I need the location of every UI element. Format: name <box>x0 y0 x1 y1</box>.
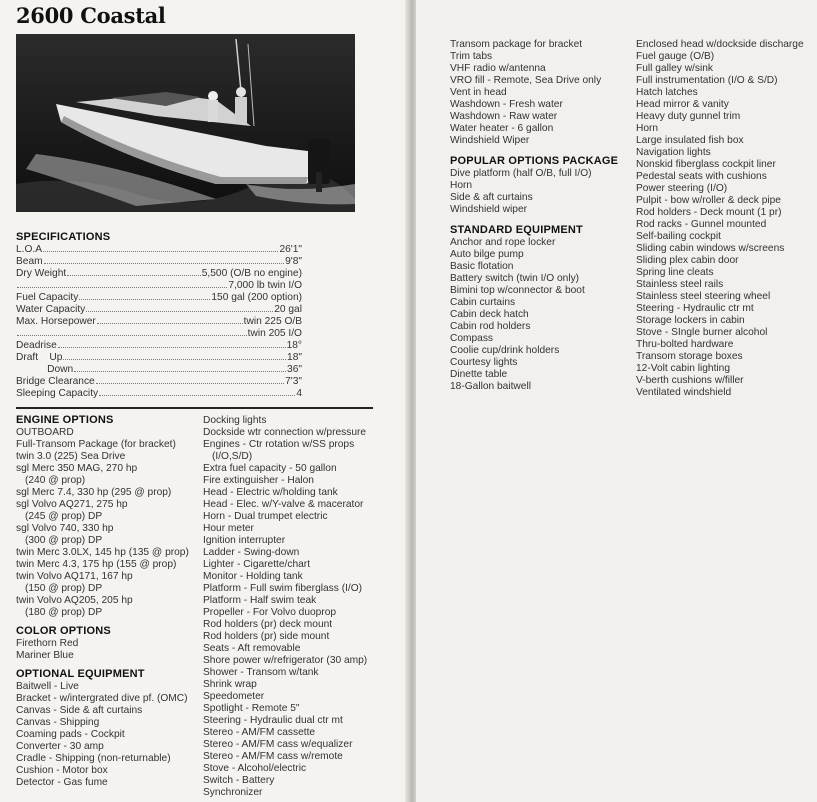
list-item: Vent in head <box>450 87 507 98</box>
spec-row <box>16 364 302 376</box>
list-item: Washdown - Raw water <box>450 111 558 122</box>
spec-row <box>16 316 302 328</box>
spec-label: Deadrise <box>16 340 57 351</box>
list-item: Canvas - Shipping <box>16 717 100 728</box>
list-item: Ignition interrupter <box>203 535 286 546</box>
list-item: Stove - Alcohol/electric <box>203 763 307 774</box>
spec-value: 26'1" <box>279 244 302 255</box>
list-item: Firethorn Red <box>16 638 79 649</box>
list-item: Pulpit - bow w/roller & deck pipe <box>636 195 781 206</box>
list-item: Steering - Hydraulic ctr mt <box>636 303 754 314</box>
list-item: Stainless steel steering wheel <box>636 291 771 302</box>
list-item: Storage lockers in cabin <box>636 315 745 326</box>
optional-equipment-list-end <box>450 39 634 147</box>
list-item: Rod racks - Gunnel mounted <box>636 219 767 230</box>
list-item: Transom storage boxes <box>636 351 743 362</box>
list-item: Hour meter <box>203 523 254 534</box>
engine-options-list <box>16 427 202 619</box>
color-options-list <box>16 638 202 662</box>
spec-label: Water Capacity <box>16 304 86 315</box>
optional-equipment-list-continued <box>203 415 403 799</box>
spec-value: 5,500 (O/B no engine) <box>201 268 302 279</box>
list-item: Ladder - Swing-down <box>203 547 300 558</box>
list-item: Rod holders (pr) deck mount <box>203 619 333 630</box>
spec-label: Draft Up <box>16 352 63 363</box>
list-item: sgl Volvo 740, 330 hp <box>16 523 114 534</box>
list-item: OUTBOARD <box>16 427 74 438</box>
list-item: Full instrumentation (I/O & S/D) <box>636 75 778 86</box>
list-item: Heavy duty gunnel trim <box>636 111 741 122</box>
spec-row <box>16 352 302 364</box>
list-item: Courtesy lights <box>450 357 518 368</box>
spec-row <box>16 388 302 400</box>
list-item: Platform - Half swim teak <box>203 595 317 606</box>
list-item: Shore power w/refrigerator (30 amp) <box>203 655 368 666</box>
list-item: Bracket - w/intergrated dive pf. (OMC) <box>16 693 188 704</box>
dot-leader <box>43 251 278 252</box>
standard-equipment-list-continued <box>636 39 816 399</box>
list-item: Baitwell - Live <box>16 681 79 692</box>
list-item: Thru-bolted hardware <box>636 339 734 350</box>
list-item: Pedestal seats with cushions <box>636 171 767 182</box>
list-item: Stereo - AM/FM cass w/remote <box>203 751 343 762</box>
list-item: sgl Volvo AQ271, 275 hp <box>16 499 128 510</box>
list-item: twin Volvo AQ171, 167 hp <box>16 571 133 582</box>
optional-equipment-list <box>16 681 202 789</box>
standard-equipment-heading: STANDARD EQUIPMENT <box>450 224 583 236</box>
list-item: Platform - Full swim fiberglass (I/O) <box>203 583 363 594</box>
list-item: Cabin rod holders <box>450 321 531 332</box>
spec-label: L.O.A <box>16 244 43 255</box>
list-item: Coolie cup/drink holders <box>450 345 560 356</box>
spec-label: Max. Horsepower <box>16 316 96 327</box>
right-column-2 <box>636 39 816 399</box>
list-item: V-berth cushions w/filler <box>636 375 744 386</box>
list-item: Horn <box>450 180 473 191</box>
specifications-heading: SPECIFICATIONS <box>16 231 111 243</box>
list-item: Bimini top w/connector & boot <box>450 285 585 296</box>
list-item: Auto bilge pump <box>450 249 524 260</box>
spec-row <box>16 292 302 304</box>
list-item: Fuel gauge (O/B) <box>636 51 715 62</box>
list-item: (150 @ prop) DP <box>25 583 103 594</box>
list-item: (245 @ prop) DP <box>25 511 103 522</box>
list-item: Self-bailing cockpit <box>636 231 721 242</box>
list-item: Docking lights <box>203 415 267 426</box>
list-item: Nonskid fiberglass cockpit liner <box>636 159 776 170</box>
spec-value: 7'3" <box>285 376 302 387</box>
list-item: Cabin deck hatch <box>450 309 529 320</box>
list-item: Transom package for bracket <box>450 39 583 50</box>
list-item: Steering - Hydraulic dual ctr mt <box>203 715 343 726</box>
list-item: (180 @ prop) DP <box>25 607 103 618</box>
list-item: Switch - Battery <box>203 775 275 786</box>
list-item: Stove - SIngle burner alcohol <box>636 327 768 338</box>
list-item: (240 @ prop) <box>25 475 86 486</box>
list-item: Full galley w/sink <box>636 63 713 74</box>
list-item: Stereo - AM/FM cass w/equalizer <box>203 739 353 750</box>
list-item: Rod holders (pr) side mount <box>203 631 330 642</box>
spec-row <box>16 340 302 352</box>
dot-leader <box>63 359 286 360</box>
spec-value: 20 gal <box>274 304 302 315</box>
list-item: Full-Transom Package (for bracket) <box>16 439 176 450</box>
dot-leader <box>97 323 243 324</box>
list-item: Windshield wiper <box>450 204 528 215</box>
list-item: Engines - Ctr rotation w/SS props <box>203 439 355 450</box>
dot-leader <box>17 335 247 336</box>
list-item: twin 3.0 (225) Sea Drive <box>16 451 126 462</box>
list-item: Sliding cabin windows w/screens <box>636 243 785 254</box>
list-item: Synchronizer <box>203 787 263 798</box>
left-column-2 <box>203 415 403 799</box>
spec-value: twin 225 O/B <box>243 316 302 327</box>
list-item: 18-Gallon baitwell <box>450 381 531 392</box>
list-item: Fire extinguisher - Halon <box>203 475 314 486</box>
list-item: Detector - Gas fume <box>16 777 108 788</box>
list-item: VHF radio w/antenna <box>450 63 546 74</box>
spec-row <box>16 376 302 388</box>
spec-row <box>16 304 302 316</box>
list-item: Basic flotation <box>450 261 514 272</box>
list-item: Canvas - Side & aft curtains <box>16 705 143 716</box>
list-item: Anchor and rope locker <box>450 237 556 248</box>
color-options-heading: COLOR OPTIONS <box>16 625 111 637</box>
list-item: Washdown - Fresh water <box>450 99 563 110</box>
list-item: Shrink wrap <box>203 679 257 690</box>
dot-leader <box>96 383 284 384</box>
dot-leader <box>67 275 201 276</box>
right-column-1 <box>450 39 634 393</box>
dot-leader <box>86 311 273 312</box>
spec-value: 18° <box>286 340 302 351</box>
specifications-table <box>16 244 302 400</box>
spec-label: Sleeping Capacity <box>16 388 99 399</box>
list-item: Dive platform (half O/B, full I/O) <box>450 168 592 179</box>
list-item: Head - Electric w/holding tank <box>203 487 338 498</box>
list-item: Shower - Transom w/tank <box>203 667 319 678</box>
list-item: Compass <box>450 333 494 344</box>
list-item: Sliding plex cabin door <box>636 255 739 266</box>
list-item: (300 @ prop) DP <box>25 535 103 546</box>
dot-leader <box>44 263 284 264</box>
popular-options-heading: POPULAR OPTIONS PACKAGE <box>450 155 619 167</box>
list-item: twin Volvo AQ205, 205 hp <box>16 595 133 606</box>
list-item: Lighter - Cigarette/chart <box>203 559 311 570</box>
list-item: Dinette table <box>450 369 508 380</box>
spec-value: twin 205 I/O <box>247 328 302 339</box>
list-item: Mariner Blue <box>16 650 74 661</box>
specifications-section <box>16 231 302 400</box>
spec-label: Bridge Clearance <box>16 376 95 387</box>
dot-leader <box>74 371 286 372</box>
list-item: Horn - Dual trumpet electric <box>203 511 328 522</box>
list-item: Spring line cleats <box>636 267 714 278</box>
list-item: (I/O,S/D) <box>212 451 253 462</box>
list-item: twin Merc 3.0LX, 145 hp (135 @ prop) <box>16 547 189 558</box>
list-item: Speedometer <box>203 691 265 702</box>
spec-label: Down <box>16 364 74 375</box>
list-item: Cabin curtains <box>450 297 516 308</box>
spec-row <box>16 256 302 268</box>
list-item: Head mirror & vanity <box>636 99 729 110</box>
boat-photo <box>16 34 355 212</box>
list-item: Ventilated windshield <box>636 387 732 398</box>
spec-value: 4 <box>296 388 302 399</box>
list-item: Rod holders - Deck mount (1 pr) <box>636 207 782 218</box>
dot-leader <box>58 347 286 348</box>
dot-leader <box>79 299 210 300</box>
list-item: Head - Elec. w/Y-valve & macerator <box>203 499 364 510</box>
list-item: Cushion - Motor box <box>16 765 108 776</box>
list-item: 12-Volt cabin lighting <box>636 363 731 374</box>
optional-equipment-heading: OPTIONAL EQUIPMENT <box>16 668 145 680</box>
list-item: Water heater - 6 gallon <box>450 123 554 134</box>
list-item: Trim tabs <box>450 51 493 62</box>
dot-leader <box>99 395 295 396</box>
spec-row <box>16 268 302 280</box>
list-item: Enclosed head w/dockside discharge <box>636 39 804 50</box>
left-column-1 <box>16 414 202 789</box>
standard-equipment-list <box>450 237 634 393</box>
spec-label: Fuel Capacity <box>16 292 79 303</box>
list-item: Coaming pads - Cockpit <box>16 729 125 740</box>
list-item: Propeller - For Volvo duoprop <box>203 607 337 618</box>
section-divider <box>16 407 373 409</box>
list-item: Hatch latches <box>636 87 698 98</box>
boat-photo-graphic <box>16 34 355 212</box>
spec-row <box>16 328 302 340</box>
spec-label: Beam <box>16 256 43 267</box>
list-item: VRO fill - Remote, Sea Drive only <box>450 75 602 86</box>
list-item: Large insulated fish box <box>636 135 744 146</box>
spec-value: 36" <box>287 364 302 375</box>
right-page <box>416 0 817 802</box>
list-item: sgl Merc 350 MAG, 270 hp <box>16 463 138 474</box>
engine-options-heading: ENGINE OPTIONS <box>16 414 114 426</box>
list-item: Stainless steel rails <box>636 279 724 290</box>
spec-row <box>16 280 302 292</box>
spec-value: 150 gal (200 option) <box>211 292 302 303</box>
list-item: Seats - Aft removable <box>203 643 301 654</box>
list-item: Side & aft curtains <box>450 192 533 203</box>
popular-options-list <box>450 168 634 216</box>
list-item: Spotlight - Remote 5" <box>203 703 300 714</box>
list-item: sgl Merc 7.4, 330 hp (295 @ prop) <box>16 487 172 498</box>
list-item: Monitor - Holding tank <box>203 571 303 582</box>
list-item: Converter - 30 amp <box>16 741 104 752</box>
list-item: Extra fuel capacity - 50 gallon <box>203 463 337 474</box>
list-item: twin Merc 4.3, 175 hp (155 @ prop) <box>16 559 177 570</box>
list-item: Horn <box>636 123 659 134</box>
spec-value: 9'8" <box>285 256 302 267</box>
list-item: Stereo - AM/FM cassette <box>203 727 316 738</box>
spec-label: Dry Weight <box>16 268 67 279</box>
list-item: Cradle - Shipping (non-returnable) <box>16 753 171 764</box>
list-item: Windshield Wiper <box>450 135 530 146</box>
list-item: Dockside wtr connection w/pressure <box>203 427 367 438</box>
list-item: Power steering (I/O) <box>636 183 728 194</box>
dot-leader <box>17 287 227 288</box>
spec-value: 18" <box>287 352 302 363</box>
list-item: Navigation lights <box>636 147 711 158</box>
page-title: 2600 Coastal <box>16 3 166 28</box>
list-item: Battery switch (twin I/O only) <box>450 273 580 284</box>
spec-value: 7,000 lb twin I/O <box>228 280 302 291</box>
spec-row <box>16 244 302 256</box>
